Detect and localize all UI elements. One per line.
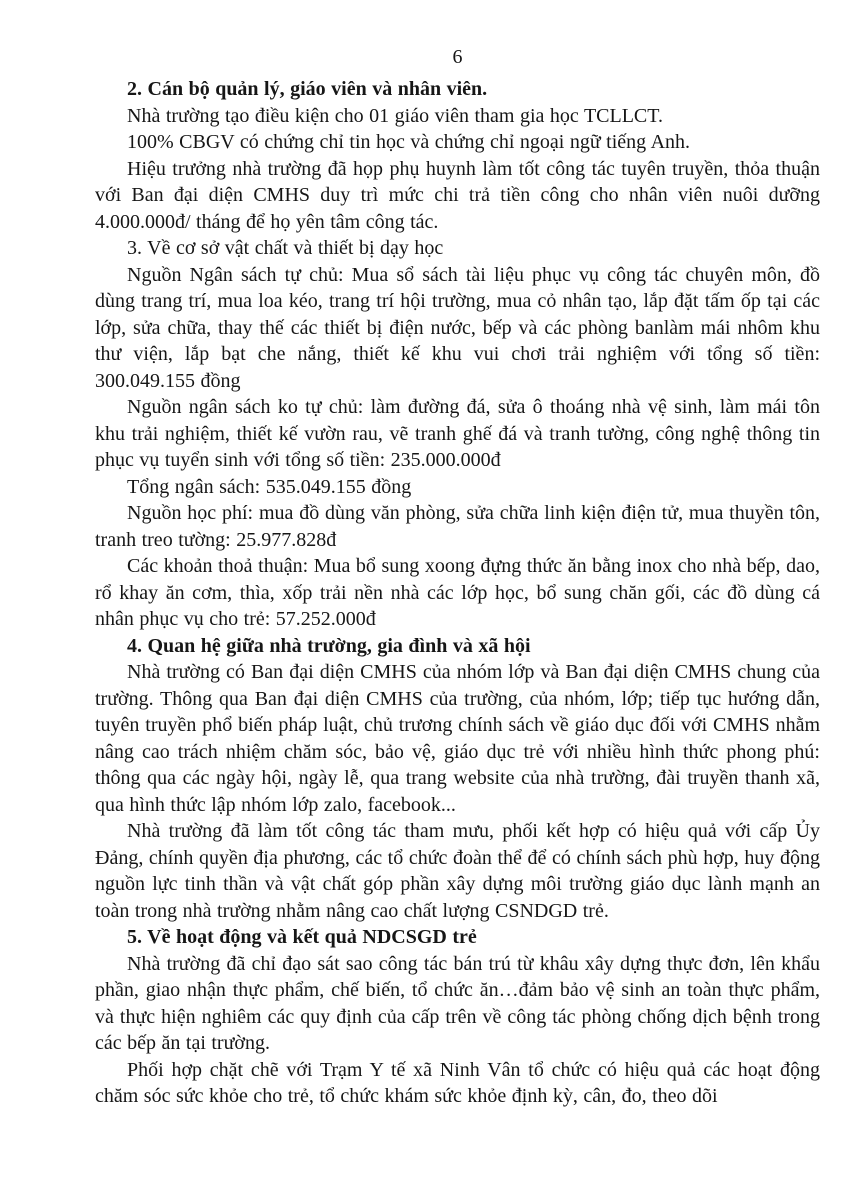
paragraph-autonomous-budget: Nguồn Ngân sách tự chủ: Mua sổ sách tài liệu phục vụ công tác chuyên môn, đồ dùng trang trí, mua loa kéo, trang trí hội trường, mua cỏ nhân tạo, lắp đặt tấm ốp tại các lớp, sửa chữa, thay thế các thiết bị điện nước, bếp và các phòng banlàm mái nhôm khu thư viện, lắp bạt che nắng, thiết kế khu vui chơi trải nghiệm với tổng số tiền: 300.049.155 đồng [95,263,820,392]
paragraph-meal-management: Nhà trường đã chỉ đạo sát sao công tác bán trú từ khâu xây dựng thực đơn, lên khẩu phần, giao nhận thực phẩm, chế biến, tổ chức ăn…đảm bảo vệ sinh an toàn thực phẩm, và thực hiện nghiêm các quy định của cấp trên về công tác phòng chống dịch bệnh trong các bếp ăn tại trường. [95,952,820,1054]
paragraph-teacher-training: Nhà trường tạo điều kiện cho 01 giáo viên tham gia học TCLLCT. [127,104,663,127]
section-heading-4: 4. Quan hệ giữa nhà trường, gia đình và xã hội [127,634,531,657]
paragraph-health-station: Phối hợp chặt chẽ với Trạm Y tế xã Ninh Vân tổ chức có hiệu quả các hoạt động chăm sóc sức khỏe cho trẻ, tổ chức khám sức khỏe định kỳ, cân, đo, theo dõi [95,1058,820,1107]
paragraph-total-budget: Tổng ngân sách: 535.049.155 đồng [127,475,412,498]
paragraph-tuition-fund: Nguồn học phí: mua đồ dùng văn phòng, sửa chữa linh kiện điện tử, mua thuyền tôn, tranh treo tường: 25.977.828đ [95,502,820,551]
paragraph-certificates: 100% CBGV có chứng chỉ tin học và chứng chỉ ngoại ngữ tiếng Anh. [127,131,691,153]
section-heading-2: 2. Cán bộ quản lý, giáo viên và nhân viên. [127,78,488,100]
paragraph-parent-board: Nhà trường có Ban đại diện CMHS của nhóm lớp và Ban đại diện CMHS chung của trường. Thông qua Ban đại diện CMHS của trường, của nhóm, lớp; tiếp tục hướng dẫn, tuyên truyền phổ biến pháp luật, chủ trương chính sách về giáo dục đối với CMHS nhằm nâng cao trách nhiệm chăm sóc, bảo vệ, giáo dục trẻ với nhiều hình thức phong phú: thông qua các ngày hội, ngày lễ, qua trang website của nhà trường, đài truyền thanh xã, qua hình thức lập nhóm lớp zalo, facebook... [95,661,820,816]
section-heading-5: 5. Về hoạt động và kết quả NDCSGD trẻ [127,926,477,948]
page-number: 6 [452,46,463,68]
section-heading-3: 3. Về cơ sở vật chất và thiết bị dạy học [127,237,444,259]
paragraph-agreed-funds: Các khoản thoả thuận: Mua bổ sung xoong đựng thức ăn bằng inox cho nhà bếp, dao, rổ khay ăn cơm, thìa, xốp trải nền nhà các lớp học, bổ sung chăn gối, các đồ dùng cá nhân phục vụ cho trẻ: 57.252.000đ [95,555,820,630]
paragraph-parent-agreement: Hiệu trưởng nhà trường đã họp phụ huynh làm tốt công tác tuyên truyền, thỏa thuận với Ban đại diện CMHS duy trì mức chi trả tiền công cho nhân viên nuôi dưỡng 4.000.000đ/ tháng để họ yên tâm công tác. [95,157,820,233]
document-body [95,76,820,1110]
paragraph-local-cooperation: Nhà trường đã làm tốt công tác tham mưu, phối kết hợp có hiệu quả với cấp Ủy Đảng, chính quyền địa phương, các tổ chức đoàn thể để có chính sách phù hợp, huy động nguồn lực tinh thần và vật chất góp phần xây dựng môi trường giáo dục lành mạnh an toàn trong nhà trường nhằm nâng cao chất lượng CSNDGD trẻ. [95,820,820,922]
paragraph-non-autonomous-budget: Nguồn ngân sách ko tự chủ: làm đường đá, sửa ô thoáng nhà vệ sinh, làm mái tôn khu trải nghiệm, thiết kế vườn rau, vẽ tranh ghế đá và tranh tường, công nghệ thông tin phục vụ tuyển sinh với tổng số tiền: 235.000.000đ [95,396,820,471]
